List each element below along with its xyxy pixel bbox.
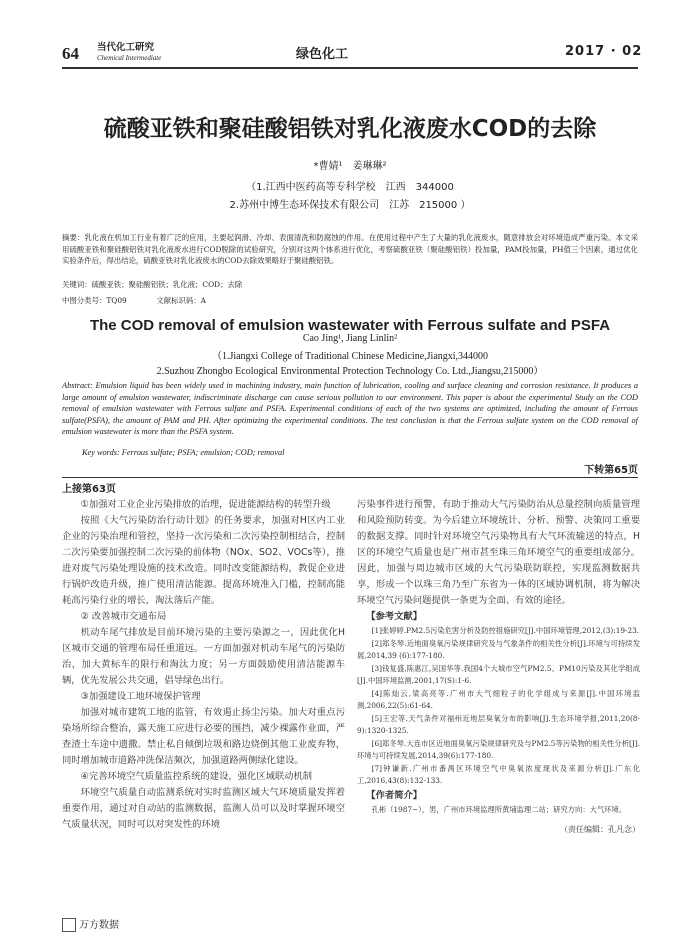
title-en: The COD removal of emulsion wastewater with Ferrous sulfate and PSFA [89, 317, 611, 334]
abstract-en: Abstract: Emulsion liquid has been widely used in machining industry, main function of lubrication, cooling and surface cleaning and corrosion resistance. It produces a large amount of emulsion wastewater, indiscriminate discharge can cause serious pollution to our environment. This paper is about the experimental Study on the COD removal of emulsion wastewater with Ferrous sulfate and PSFA. Experimental conditions of each of the two systems are optimized, including the amount of Ferrous sulfate(PSFA), the amount of PAM and PH. After optimizing the experimental conditions. The test conclusion is that the Ferrous sulfate system on the COD removal of emulsion wastewater is more than the PSFA system. [62, 381, 638, 436]
paragraph: 机动车尾气排放是目前环境污染的主要污染源之一，因此优化H区城市交通的管理布局任重道远。一方面加强对机动车尾气的污染防治，加大黄标车的限行和淘汰力度；另一方面鼓励使用清洁能源车辆，优先发展公共交通，倡导绿色出行。 [62, 627, 345, 686]
affiliation-en-2: 2.Suzhou Zhongbo Ecological Environmental Protection Technology Co. Ltd.,Jiangsu,215000） [156, 366, 544, 377]
continued-from: 上接第63页 [62, 484, 116, 495]
wanfang-logo-icon [62, 918, 76, 932]
authors: *曹婧¹ 姜琳琳² [313, 161, 387, 172]
continued-to: 下转第65页 [584, 465, 638, 476]
editor-note: （责任编辑：孔凡念） [560, 825, 640, 834]
paragraph: 加强对城市建筑工地的监管，有效遏止扬尘污染。加大对重点污染场所综合整治，露天施工应进行必要的围挡，减少裸露作业面，严查渣土车途中遗撒。禁止私自倾倒垃圾和路边烧倒其他工业废弃物，同时增加城市道路冲洗保洁频次，加强道路两侧绿化建设。 [62, 707, 345, 766]
page-number: 64 [62, 44, 79, 63]
abstract-zh: 摘要：乳化液在机加工行业有着广泛的应用，主要起润滑、冷却、表面清洗和防腐蚀的作用。在使用过程中产生了大量的乳化液废水，随意排放会对环境造成严重污染。本文采用硫酸亚铁和聚硅酸铝铁对乳化液废水进行COD脱除的试验研究，分别对这两个体系进行优化，考察硫酸亚铁（聚硅酸铝铁）投加量，PAM投加量，PH值三个因素，通过优化实验条件后，得出结论，硫酸亚铁对乳化液废水的COD去除效果略好于聚硅酸铝铁。 [62, 233, 638, 265]
author-bio: 孔彬（1987~），男，广州市环境监理所黄埔监理二站；研究方向：大气环境。 [371, 804, 627, 814]
reference-item: [5]王宏等.天气条件对福州近地层臭氧分布的影响[J].生态环境学报,2011,20(8-9):1320-1325. [357, 713, 640, 735]
paragraph: ③加强建设工地环境保护管理 [80, 691, 201, 702]
issue-label: 2017 · 02 [565, 44, 643, 59]
paragraph: 按照《大气污染防治行动计划》的任务要求，加强对H区内工业企业的污染治理和管控，坚持一次污染和二次污染控制相结合，控制二次污染要加强控制二次污染的前体物（NOx、SO2、VOCs等），推进对废气污染处理设施的技术改造。同时改变能源结构，教促企业进行锅炉改造升级，推广使用清洁能源。提高环境准入门槛，控制高能耗高污染行业的增长，淘汰落后产能。 [62, 515, 345, 606]
classification: 中图分类号：TQ09 文献标识码：A [62, 296, 206, 305]
left-column [62, 497, 345, 833]
section-title: 绿色化工 [296, 47, 349, 62]
reference-item: [4]陈灿云,梁高亮等.广州市大气细粒子的化学组成与来源[J].中国环境监测,2006,22(5):61-64. [357, 688, 640, 710]
paragraph: 环境空气质量自动监测系统对实时监测区域大气环境质量发挥着重要作用，通过对自动站的监测数据，监测人员可以及时掌握环境空气质量状况，同时可以对突发性的环境 [62, 787, 345, 830]
reference-item: [3]钱复盛,陈惠江,吴国华等.我国4个大城市空气PM2.5、PM10污染及其化学组成[J].中国环境监测,2001,17(S):1-6. [357, 663, 640, 685]
footer-brand-text: 万方数据 [79, 920, 119, 931]
reference-item: [2]郑冬琴.近地面臭氧污染规律研究及与气象条件的相关性分析[J].环境与可持续发展,2014,39 (6):177-180. [357, 638, 640, 660]
journal-subtitle: Chemical Intermediate [97, 54, 162, 62]
authors-en: Cao Jing¹, Jiang Linlin² [302, 333, 398, 344]
affiliation-1: （1.江西中医药高等专科学校 江西 344000 [246, 182, 454, 193]
author-heading: 【作者简介】 [366, 789, 423, 801]
journal-title: 当代化工研究 [97, 42, 155, 53]
affiliation-en-1: （1.Jiangxi College of Traditional Chinese Medicine,Jiangxi,344000 [211, 351, 489, 362]
header-rule [62, 67, 638, 69]
affiliation-2: 2.苏州中博生态环保技术有限公司 江苏 215000 ） [229, 200, 471, 211]
paragraph: ①加强对工业企业污染排放的治理，促进能源结构的转型升级 [80, 499, 331, 510]
reference-item: [1]张婷婷.PM2.5污染危害分析及防控措施研究[J].中国环境管理,2012,(3):19-23. [371, 626, 640, 635]
references-heading: 【参考文献】 [366, 611, 423, 622]
keywords-zh: 关键词：硫酸亚铁；聚硅酸铝铁；乳化液；COD；去除 [62, 280, 243, 289]
paragraph: ② 改善城市交通布局 [80, 611, 167, 622]
footer-brand [62, 916, 119, 932]
article-title: 硫酸亚铁和聚硅酸铝铁对乳化液废水COD的去除 [103, 116, 597, 142]
right-column [357, 497, 640, 838]
divider [62, 477, 638, 478]
paragraph: ④完善环境空气质量监控系统的建设，强化区域联动机制 [80, 771, 313, 782]
keywords-en: Key words: Ferrous sulfate; PSFA; emulsion; COD; removal [82, 448, 285, 457]
reference-item: [6]郑冬琴.大连市区近地面臭氧污染规律研究及与PM2.5等污染物的相关性分析[J].环境与可持续发展,2014,39(6):177-180. [357, 738, 640, 760]
paragraph: 污染事件进行预警，有助于推动大气污染防治从总量控制向质量管理和风险预防转变。为今后建立环境统计、分析、预警、决策同工重要的数据支撑。同时针对环境空气污染物具有大气环流输送的特点，H区的环境空气质量也是广州市甚至珠三角环境空气的重要组成部分。因此，加强与周边城市区域的大气污染联防联控，实现监测数据共享，形成一个以珠三角乃至广东省为一体的区域协调机制，将为解决环境空气污染问题提供一条更为全面、有效的途径。 [357, 499, 640, 606]
reference-item: [7]钟谦新.广州市番禺区环境空气中臭氧浓度现状及来源分析[J].广东化工,2016,43(8):132-133. [357, 763, 640, 785]
